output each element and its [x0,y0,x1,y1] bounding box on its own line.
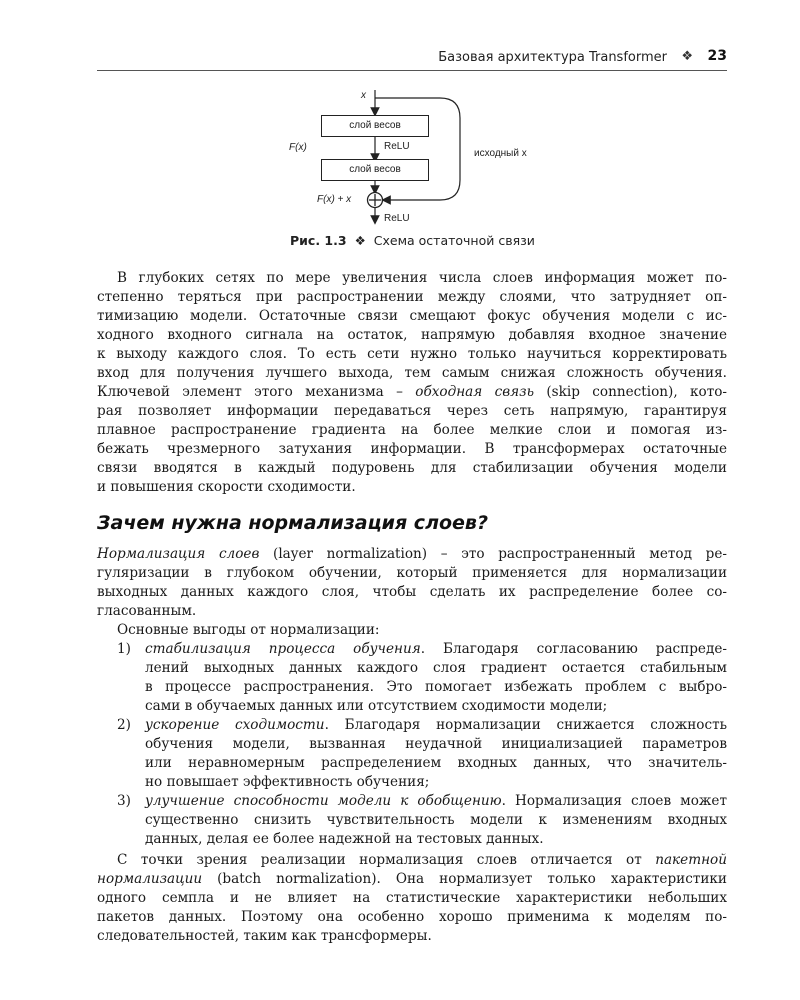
paragraph-line: вход для получения лучшего выхода, тем самым снижая сложность обучения. [97,365,727,381]
benefits-intro: Основные выгоды от нормализации: [117,622,380,638]
paragraph-line [97,545,727,564]
paragraph-line [97,383,727,402]
list-item-line: в процессе распространения. Это помогает избежать проблем с выбро- [145,679,727,695]
weight-layer-box-2: слой весов [321,159,429,181]
page-number: 23 [707,48,727,64]
list-item-term: улучшение способности модели к обобщению [145,793,502,809]
paragraph-line: ходного входного сигнала на остаток, напрямую добавляя входное значение [97,327,727,343]
paragraph-line: плавное распространение градиента на более мелкие слои и помогая из- [97,422,727,438]
text-span: . Благодаря согласованию распреде- [420,641,727,657]
paragraph-line: тимизацию модели. Остаточные связи смещают фокус обучения модели с ис- [97,308,727,324]
paragraph-line: к выходу каждого слоя. То есть сети нужно только научиться корректировать [97,346,727,362]
paragraph-line: гуляризации в глубоком обучении, который применяется для нормализации [97,565,727,581]
text-span: С точки зрения реализации нормализация слоев отличается от [117,852,656,868]
input-x-label: x [361,90,366,101]
term-batch-normalization: пакетной [655,852,727,868]
running-header [97,48,727,71]
sum-label: F(x) + x [317,194,352,205]
list-number: 1) [117,641,131,657]
term-skip-connection: обходная связь [415,384,534,400]
paragraph-line [117,851,727,870]
term-batch-normalization-cont: нормализации [97,871,203,887]
caption-ornament-icon: ❖ [354,233,366,248]
list-item-line: данных, делая ее более надежной на тестовых данных. [145,831,544,847]
paragraph-line: следовательностей, таким как трансформеры. [97,928,432,944]
list-item-line: но повышает эффективность обучения; [145,774,430,790]
list-number: 3) [117,793,131,809]
list-item-line: существенно снизить чувствительность модели к изменениям входных [145,812,727,828]
identity-x-label: исходный x [474,148,527,159]
figure-number: Рис. 1.3 [290,233,347,248]
paragraph-line: одного семпла и не влияет на статистические характеристики небольших [97,890,727,906]
section-heading: Зачем нужна нормализация слоев? [97,512,488,534]
weight-layer-box-1: слой весов [321,115,429,137]
list-item-term: стабилизация процесса обучения [145,641,421,657]
paragraph-line: рая позволяет информации передаваться через сеть напрямую, гарантируя [97,403,727,419]
ornament-icon: ❖ [681,49,693,64]
text-span: Ключевой элемент этого механизма – [97,384,416,400]
residual-connection-diagram [280,84,560,234]
relu-label-2: ReLU [384,213,410,224]
figure-caption-text: Схема остаточной связи [373,233,535,248]
text-span: (batch normalization). Она нормализует только характеристики [202,871,727,887]
term-layer-normalization: Нормализация слоев [97,546,260,562]
paragraph-line [97,870,727,889]
text-span: (layer normalization) – это распространенный метод ре- [259,546,727,562]
paragraph-line: гласованным. [97,603,197,619]
paragraph-line: выходных данных каждого слоя, чтобы сделать их распределение более со- [97,584,727,600]
list-item-line [145,792,727,811]
list-item-line [145,640,727,659]
running-title: Базовая архитектура Transformer [438,50,667,65]
text-span: (skip connection), кото- [534,384,727,400]
list-number: 2) [117,717,131,733]
relu-label-1: ReLU [384,141,410,152]
paragraph-line: В глубоких сетях по мере увеличения числа слоев информация может по- [117,270,727,286]
paragraph-line: степенно теряться при распространении между слоями, что затрудняет оп- [97,289,727,305]
list-item-term: ускорение сходимости [145,717,325,733]
list-item-line: сами в обучаемых данных или отсутствием сходимости модели; [145,698,608,714]
paragraph-line: и повышения скорости сходимости. [97,479,356,495]
list-item-line [145,716,727,735]
figure-caption [290,233,535,248]
list-item-line: обучения модели, вызванная неудачной инициализацией параметров [145,736,727,752]
text-span: . Нормализация слоев может [501,793,727,809]
paragraph-line: бежать чрезмерного затухания информации. В трансформерах остаточные [97,441,727,457]
text-span: . Благодаря нормализации снижается сложность [324,717,727,733]
list-item-line: или неравномерным распределением входных данных, что значитель- [145,755,727,771]
paragraph-line: связи вводятся в каждый подуровень для стабилизации обучения модели [97,460,727,476]
paragraph-line: пакетов данных. Поэтому она особенно хорошо применима к моделям по- [97,909,727,925]
list-item-line: лений выходных данных каждого слоя градиент остается стабильным [145,660,727,676]
fx-label: F(x) [289,142,307,153]
